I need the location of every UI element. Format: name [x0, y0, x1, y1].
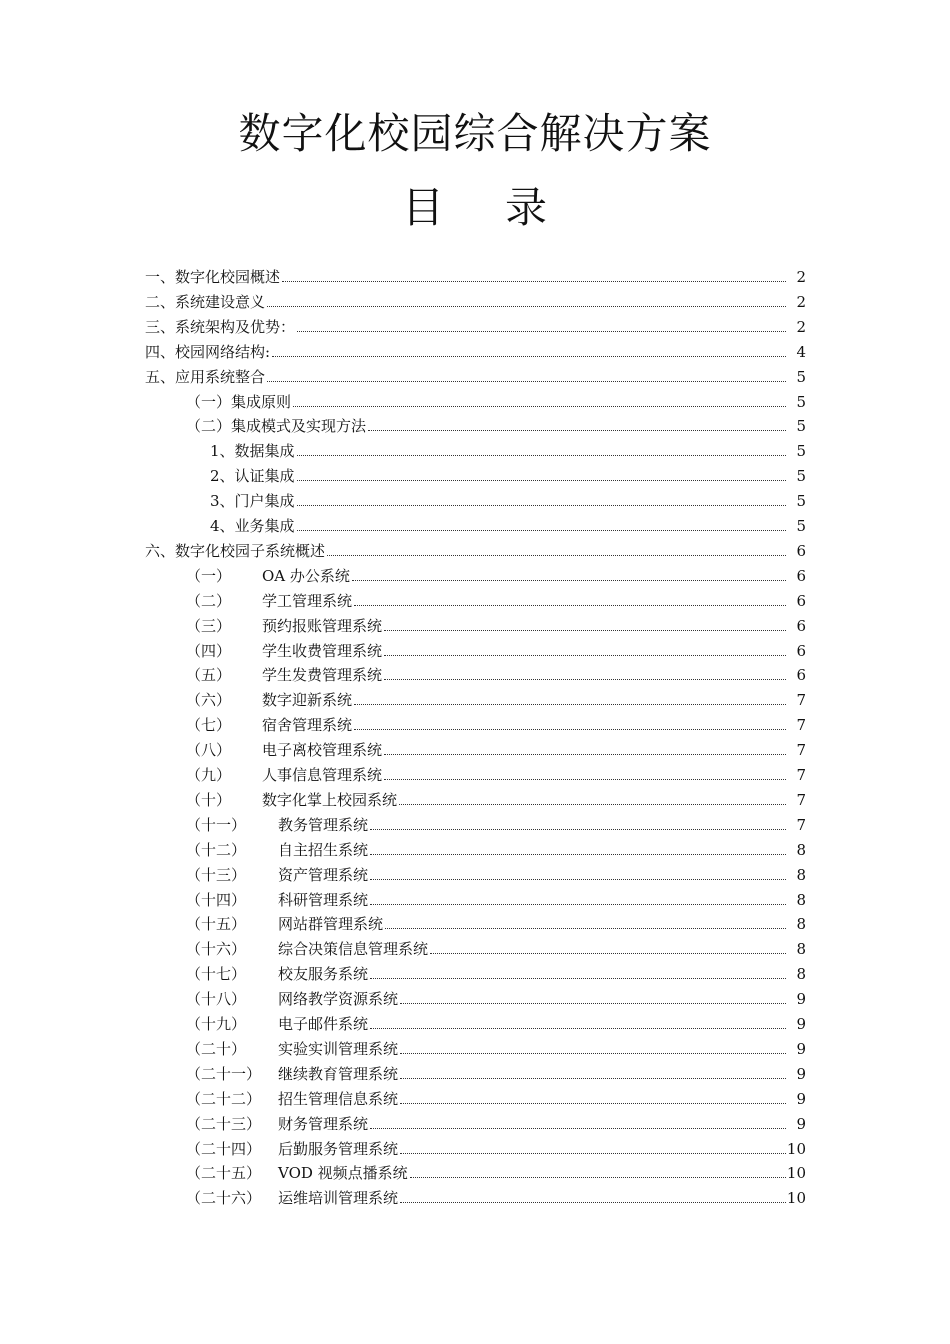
toc-leader-dots: [384, 754, 786, 755]
toc-entry-number: （九）: [186, 766, 232, 784]
toc-entry-number: （十一）: [186, 815, 247, 834]
toc-entry-title: 人事信息管理系统: [262, 763, 383, 787]
toc-page-number: 9: [796, 1039, 806, 1058]
toc-entry-title: 宿舍管理系统: [262, 713, 353, 737]
toc-entry[interactable]: [0, 1062, 950, 1086]
toc-leader-dots: [267, 306, 786, 307]
toc-entry-title: 后勤服务管理系统: [278, 1137, 399, 1161]
toc-page-number: 6: [796, 541, 806, 560]
toc-entry[interactable]: [0, 1112, 950, 1136]
toc-entry-title: 校友服务系统: [278, 962, 369, 986]
toc-leader-dots: [297, 455, 786, 456]
toc-entry-title: 财务管理系统: [278, 1112, 369, 1136]
toc-entry[interactable]: [0, 589, 950, 613]
toc-entry-title: 实验实训管理系统: [278, 1037, 399, 1061]
toc-leader-dots: [297, 505, 786, 506]
toc-entry-number: （二十五）: [186, 1164, 262, 1183]
toc-entry-number: （二十一）: [186, 1064, 262, 1083]
toc-entry-number: （三）: [186, 616, 232, 635]
toc-entry-title: 教务管理系统: [278, 813, 369, 837]
toc-leader-dots: [385, 928, 786, 929]
toc-page-number: 6: [796, 591, 806, 610]
toc-leader-dots: [399, 804, 786, 805]
toc-entry[interactable]: [0, 639, 950, 663]
toc-page-number: 6: [796, 616, 806, 635]
toc-leader-dots: [384, 655, 786, 656]
toc-entry-number: （二）: [186, 591, 232, 610]
toc-entry-number: （十）: [186, 790, 232, 809]
toc-entry[interactable]: [0, 1186, 950, 1210]
toc-entry-title: 继续教育管理系统: [278, 1062, 399, 1086]
toc-entry-title: VOD 视频点播系统: [278, 1161, 409, 1185]
toc-page-number: 8: [796, 915, 806, 934]
toc-entry[interactable]: [0, 315, 950, 339]
toc-entry-number: （十三）: [186, 865, 247, 884]
toc-entry[interactable]: [0, 987, 950, 1011]
toc-entry-number: （一）: [186, 566, 232, 585]
toc-entry-number: （五）: [186, 666, 232, 685]
toc-entry-number: （七）: [186, 716, 232, 735]
toc-entry-title: 一、数字化校园概述: [145, 265, 281, 289]
toc-entry-number: （二十四）: [186, 1139, 262, 1158]
toc-page-number: 9: [796, 1015, 806, 1033]
toc-entry-title: 四、校园网络结构:: [145, 340, 271, 364]
toc-entry-title: （二）集成模式及实现方法: [186, 414, 367, 438]
toc-leader-dots: [327, 555, 786, 556]
toc-page-number: 7: [796, 741, 806, 760]
toc-entry[interactable]: [0, 539, 950, 563]
toc-entry-number: （二十）: [186, 1039, 247, 1058]
toc-page-number: 7: [796, 716, 806, 735]
toc-entry-title: 运维培训管理系统: [278, 1186, 399, 1210]
toc-entry[interactable]: [0, 788, 950, 812]
toc-entry-title: 学生收费管理系统: [262, 639, 383, 663]
toc-entry[interactable]: [0, 1012, 950, 1036]
toc-entry-number: （四）: [186, 641, 232, 660]
toc-entry[interactable]: [0, 489, 950, 513]
toc-page-number: 5: [796, 467, 806, 486]
toc-page-number: 9: [796, 1064, 806, 1083]
toc-page-number: 6: [796, 666, 806, 685]
toc-entry-number: （二十二）: [186, 1089, 262, 1108]
toc-leader-dots: [368, 430, 786, 431]
toc-entry-title: 1、数据集成: [210, 439, 296, 463]
toc-page-number: 6: [796, 641, 806, 660]
toc-entry-title: （一）集成原则: [186, 390, 292, 414]
toc-leader-dots: [384, 630, 786, 631]
toc-page-number: 2: [796, 317, 806, 336]
toc-heading: [0, 180, 950, 236]
toc-entry-title: 3、门户集成: [210, 489, 296, 513]
toc-page-number: 9: [796, 1089, 806, 1108]
toc-entry[interactable]: [0, 265, 950, 289]
toc-entry[interactable]: [0, 663, 950, 687]
toc-entry[interactable]: [0, 937, 950, 961]
toc-entry[interactable]: [0, 888, 950, 912]
toc-entry[interactable]: [0, 1037, 950, 1061]
toc-entry-title: 五、应用系统整合: [145, 365, 266, 389]
toc-entry-title: OA 办公系统: [262, 564, 351, 588]
toc-entry[interactable]: [0, 390, 950, 414]
document-title: 数字化校园综合解决方案: [238, 109, 712, 158]
toc-leader-dots: [430, 953, 786, 954]
toc-page-number: 8: [796, 840, 806, 859]
toc-leader-dots: [370, 1028, 786, 1029]
toc-entry[interactable]: [0, 1087, 950, 1111]
toc-page-number: 9: [796, 1114, 806, 1133]
toc-entry-title: 科研管理系统: [278, 888, 369, 912]
toc-entry-number: （十九）: [186, 1015, 247, 1033]
toc-page-number: 5: [796, 417, 806, 436]
toc-page-number: 9: [796, 990, 806, 1009]
toc-page-number: 10: [786, 1164, 806, 1183]
toc-entry-number: （十二）: [186, 840, 247, 859]
toc-entry[interactable]: [0, 414, 950, 438]
toc-page-number: 8: [796, 965, 806, 984]
toc-heading-char-1: 目: [401, 183, 445, 232]
toc-entry[interactable]: [0, 738, 950, 762]
toc-leader-dots: [410, 1177, 786, 1178]
toc-page-number: 5: [796, 392, 806, 411]
toc-entry-number: （八）: [186, 741, 232, 760]
toc-entry-number: （十四）: [186, 890, 247, 909]
toc-page-number: 5: [796, 492, 806, 511]
toc-entry[interactable]: [0, 688, 950, 712]
toc-entry-number: （十七）: [186, 965, 247, 984]
toc-page-number: 8: [796, 890, 806, 909]
toc-leader-dots: [267, 381, 786, 382]
toc-entry-title: 学工管理系统: [262, 589, 353, 613]
toc-entry-number: （十五）: [186, 915, 247, 934]
toc-entry-title: 六、数字化校园子系统概述: [145, 539, 326, 563]
toc-page-number: 10: [786, 1139, 806, 1158]
toc-page-number: 8: [796, 865, 806, 884]
toc-leader-dots: [354, 729, 786, 730]
toc-page-number: 2: [796, 268, 806, 286]
toc-page-number: 6: [796, 566, 806, 585]
toc-entry[interactable]: [0, 439, 950, 463]
toc-page-number: 5: [796, 517, 806, 535]
toc-page-number: 7: [796, 815, 806, 834]
toc-entry[interactable]: [0, 464, 950, 488]
toc-page-number: 7: [796, 790, 806, 809]
toc-entry-title: 资产管理系统: [278, 863, 369, 887]
toc-entry-title: 综合决策信息管理系统: [278, 937, 429, 961]
toc-entry-number: （二十六）: [186, 1189, 262, 1208]
toc-entry[interactable]: [0, 863, 950, 887]
toc-page-number: 8: [796, 940, 806, 959]
toc-entry-title: 自主招生系统: [278, 838, 369, 862]
toc-entry-number: （六）: [186, 691, 232, 710]
toc-page-number: 2: [796, 292, 806, 311]
toc-leader-dots: [282, 281, 786, 282]
toc-entry-title: 数字迎新系统: [262, 688, 353, 712]
toc-heading-char-2: 录: [505, 183, 549, 232]
toc-entry[interactable]: [0, 614, 950, 638]
toc-entry[interactable]: [0, 763, 950, 787]
toc-leader-dots: [297, 530, 786, 531]
toc-leader-dots: [297, 480, 786, 481]
toc-leader-dots: [370, 854, 786, 855]
toc-leader-dots: [400, 1103, 786, 1104]
toc-leader-dots: [370, 978, 786, 979]
toc-entry-title: 二、系统建设意义: [145, 290, 266, 314]
toc-entry-title: 预约报账管理系统: [262, 614, 383, 638]
toc-entry-title: 电子邮件系统: [278, 1012, 369, 1036]
toc-page-number: 7: [796, 691, 806, 710]
toc-entry-title: 数字化掌上校园系统: [262, 788, 398, 812]
toc-leader-dots: [354, 704, 786, 705]
toc-entry-number: （十八）: [186, 990, 247, 1009]
toc-entry[interactable]: [0, 838, 950, 862]
toc-entry[interactable]: [0, 912, 950, 936]
toc-entry[interactable]: [0, 564, 950, 588]
toc-entry-title: 三、系统架构及优势：: [145, 315, 296, 339]
toc-entry[interactable]: [0, 365, 950, 389]
toc-page-number: 5: [796, 367, 806, 386]
toc-entry[interactable]: [0, 713, 950, 737]
toc-entry-title: 网站群管理系统: [278, 912, 384, 936]
toc-leader-dots: [370, 1128, 786, 1129]
toc-entry-title: 2、认证集成: [210, 464, 296, 488]
toc-leader-dots: [400, 1003, 786, 1004]
toc-entry-title: 4、业务集成: [210, 514, 296, 538]
toc-entry[interactable]: [0, 1137, 950, 1161]
toc-entry[interactable]: [0, 1161, 950, 1185]
toc-leader-dots: [370, 829, 786, 830]
toc-page-number: 10: [786, 1189, 806, 1208]
toc-leader-dots: [272, 356, 786, 357]
toc-leader-dots: [400, 1153, 786, 1154]
toc-page-number: 5: [796, 442, 806, 461]
toc-leader-dots: [400, 1078, 786, 1079]
toc-leader-dots: [352, 580, 786, 581]
toc-leader-dots: [370, 904, 786, 905]
toc-leader-dots: [354, 605, 786, 606]
toc-leader-dots: [384, 779, 786, 780]
toc-entry-title: 学生发费管理系统: [262, 663, 383, 687]
toc-entry[interactable]: [0, 962, 950, 986]
toc-entry-title: 招生管理信息系统: [278, 1087, 399, 1111]
toc-entry-number: （十六）: [186, 940, 247, 959]
toc-leader-dots: [400, 1202, 786, 1203]
toc-entry[interactable]: [0, 340, 950, 364]
toc-leader-dots: [384, 679, 786, 680]
toc-leader-dots: [297, 331, 786, 332]
toc-leader-dots: [400, 1053, 786, 1054]
toc-entry[interactable]: [0, 813, 950, 837]
toc-entry-number: （二十三）: [186, 1114, 262, 1133]
toc-entry-title: 电子离校管理系统: [262, 738, 383, 762]
toc-leader-dots: [293, 406, 786, 407]
toc-entry-title: 网络教学资源系统: [278, 987, 399, 1011]
toc-entry[interactable]: [0, 514, 950, 538]
toc-leader-dots: [370, 879, 786, 880]
toc-entry[interactable]: [0, 290, 950, 314]
toc-page-number: 4: [796, 342, 806, 361]
toc-page-number: 7: [796, 766, 806, 784]
